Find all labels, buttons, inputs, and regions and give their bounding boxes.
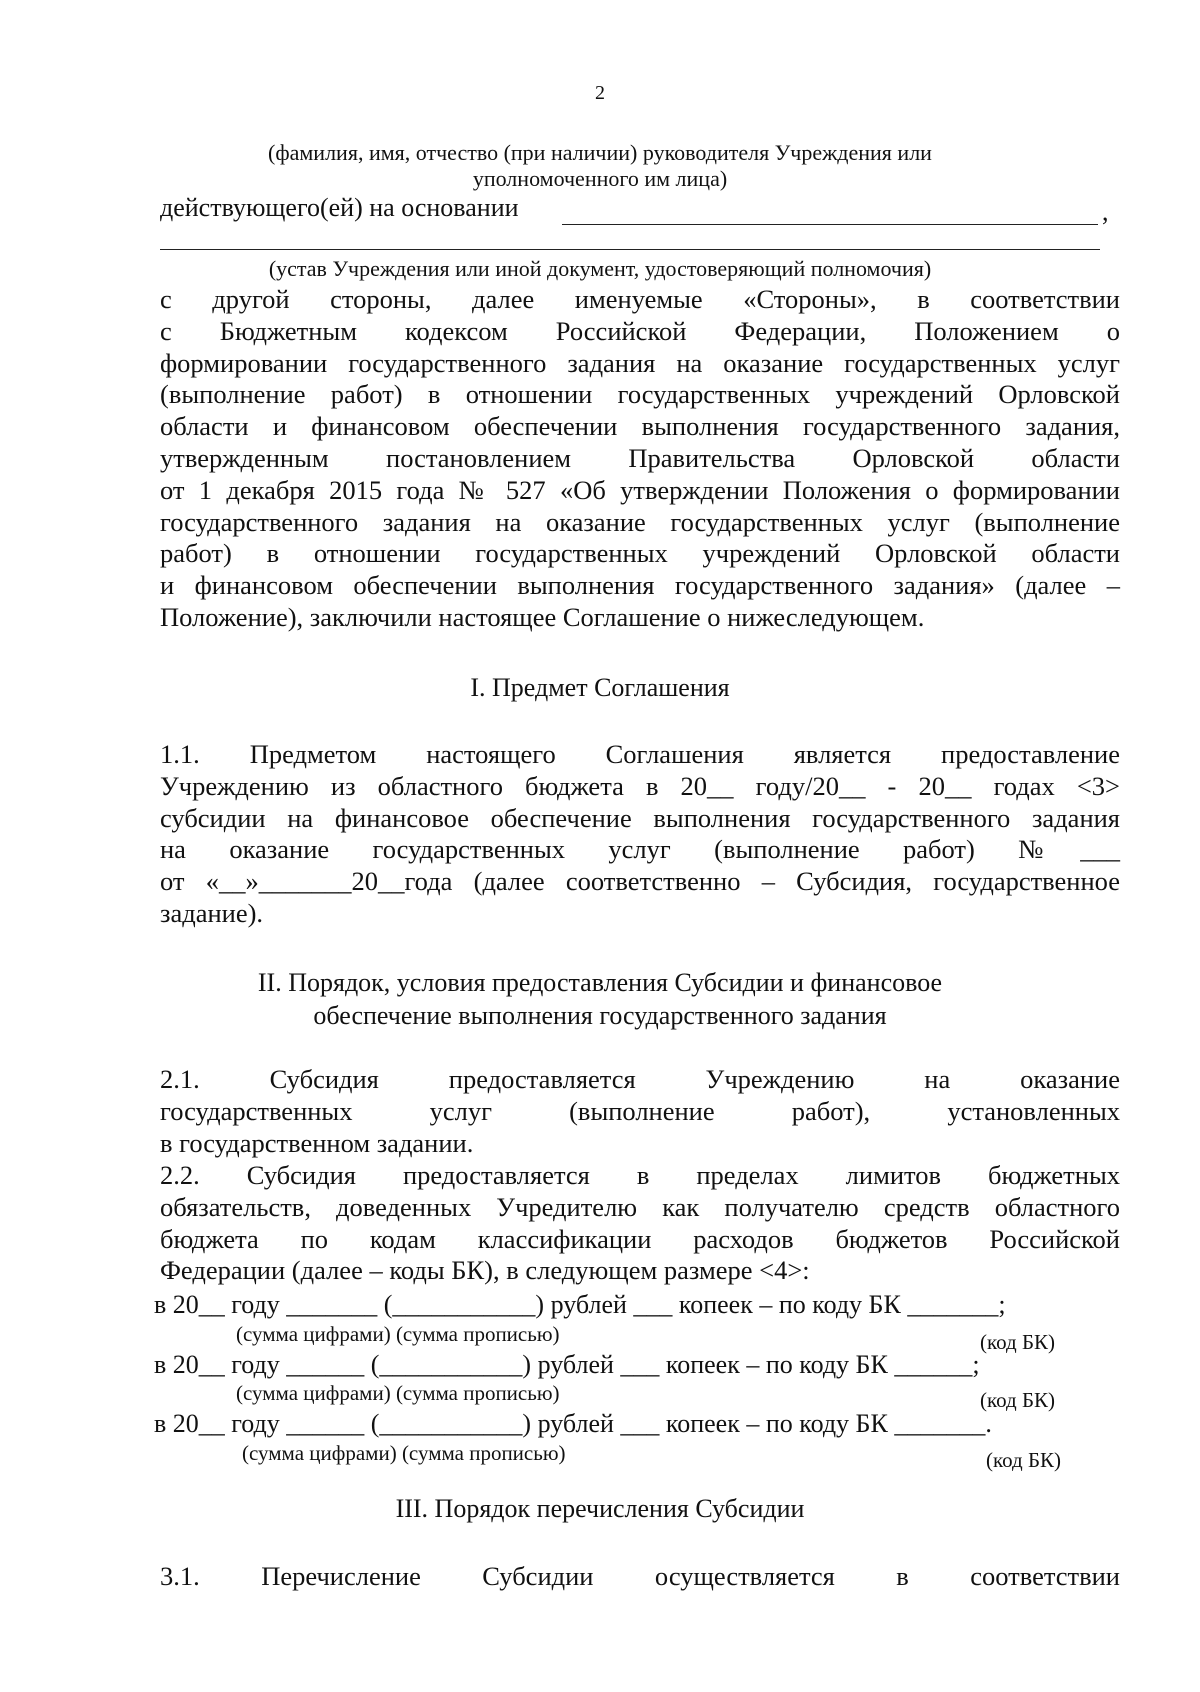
section-1-line: задание). <box>160 897 264 928</box>
payment-line-2: в 20__ году ______ (___________) рублей ___ копеек – по коду БК ______; <box>154 1350 980 1379</box>
section-1-line: на оказание государственных услуг (выполнение работ) №___ <box>160 834 1120 865</box>
basis-document-blank-line <box>160 249 1100 250</box>
intro-line: области и финансовом обеспечении выполнения государственного задания, <box>160 411 1120 442</box>
section-1-line: субсидии на финансовое обеспечение выполнения государственного задания <box>160 802 1120 833</box>
intro-line: с Бюджетным кодексом Российской Федерации, Положением о <box>160 315 1120 346</box>
intro-line: работ) в отношении государственных учреждений Орловской области <box>160 538 1120 569</box>
payment-code-1: (код БК) <box>980 1330 1056 1354</box>
section-1-title: I. Предмет Соглашения <box>470 673 730 702</box>
section-2-1-line: 2.1. Субсидия предоставляется Учреждению на оказание <box>160 1064 1120 1094</box>
payment-sub-2: (сумма цифрами) (сумма прописью) <box>236 1381 560 1405</box>
payment-line-3: в 20__ году ______ (___________) рублей ___ копеек – по коду БК _______. <box>154 1409 992 1438</box>
section-2-2-line: бюджета по кодам классификации расходов бюджетов Российской <box>160 1223 1120 1254</box>
section-3-line: 3.1. Перечисление Субсидии осуществляется в соответствии <box>160 1561 1120 1591</box>
caption-head-line-2: уполномоченного им лица) <box>472 166 728 191</box>
payment-code-3: (код БК) <box>986 1448 1062 1472</box>
intro-line: государственного задания на оказание государственных услуг (выполнение <box>160 506 1120 537</box>
intro-line: (выполнение работ) в отношении государственных учреждений Орловской <box>160 379 1120 410</box>
section-1-paragraph <box>160 739 1120 930</box>
section-2-2-line: Федерации (далее – коды БК), в следующем размере <4>: <box>160 1255 810 1286</box>
payment-sub-1: (сумма цифрами) (сумма прописью) <box>236 1322 560 1346</box>
caption-head-line-1: (фамилия, имя, отчество (при наличии) руководителя Учреждения или <box>268 140 932 165</box>
section-2-2-line: обязательств, доведенных Учредителю как получателю средств областного <box>160 1191 1120 1222</box>
caption-basis: (устав Учреждения или иной документ, удостоверяющий полномочия) <box>268 256 932 281</box>
intro-line: от 1 декабря 2015 года № 527 «Об утверждении Положения о формировании <box>160 474 1120 505</box>
intro-paragraph <box>160 284 1120 634</box>
section-3-paragraph <box>160 1561 1120 1593</box>
payment-line-1: в 20__ году _______ (___________) рублей ___ копеек – по коду БК _______; <box>154 1290 1006 1319</box>
section-1-line: Учреждению из областного бюджета в 20__ году/20__ - 20__ годах <3> <box>160 770 1120 801</box>
section-2-paragraph-1 <box>160 1064 1120 1159</box>
section-2-1-line: государственных услуг (выполнение работ), установленных <box>160 1095 1120 1126</box>
payment-code-2: (код БК) <box>980 1388 1056 1412</box>
section-2-paragraph-2 <box>160 1160 1120 1287</box>
section-1-line: 1.1. Предметом настоящего Соглашения является предоставление <box>160 739 1120 769</box>
intro-line: Положение), заключили настоящее Соглашение о нижеследующем. <box>160 601 925 632</box>
page-number: 2 <box>595 82 605 104</box>
section-2-title-line-1: II. Порядок, условия предоставления Субсидии и финансовое <box>257 968 943 997</box>
basis-blank-line <box>562 224 1098 225</box>
intro-line: утвержденным постановлением Правительства Орловской области <box>160 442 1120 473</box>
intro-line: формировании государственного задания на оказание государственных услуг <box>160 347 1120 378</box>
basis-comma: , <box>1102 197 1109 226</box>
payment-sub-3: (сумма цифрами) (сумма прописью) <box>242 1441 566 1465</box>
section-2-title-line-2: обеспечение выполнения государственного задания <box>313 1001 887 1030</box>
section-3-title: III. Порядок перечисления Субсидии <box>395 1494 805 1523</box>
acting-basis-label: действующего(ей) на основании <box>160 193 519 222</box>
section-1-line: от «__»_______20__года (далее соответственно – Субсидия, государственное <box>160 866 1120 897</box>
intro-line: с другой стороны, далее именуемые «Стороны», в соответствии <box>160 284 1120 314</box>
section-2-2-line: 2.2. Субсидия предоставляется в пределах лимитов бюджетных <box>160 1160 1120 1190</box>
intro-line: и финансовом обеспечении выполнения государственного задания» (далее – <box>160 570 1120 601</box>
section-2-1-line: в государственном задании. <box>160 1127 474 1158</box>
